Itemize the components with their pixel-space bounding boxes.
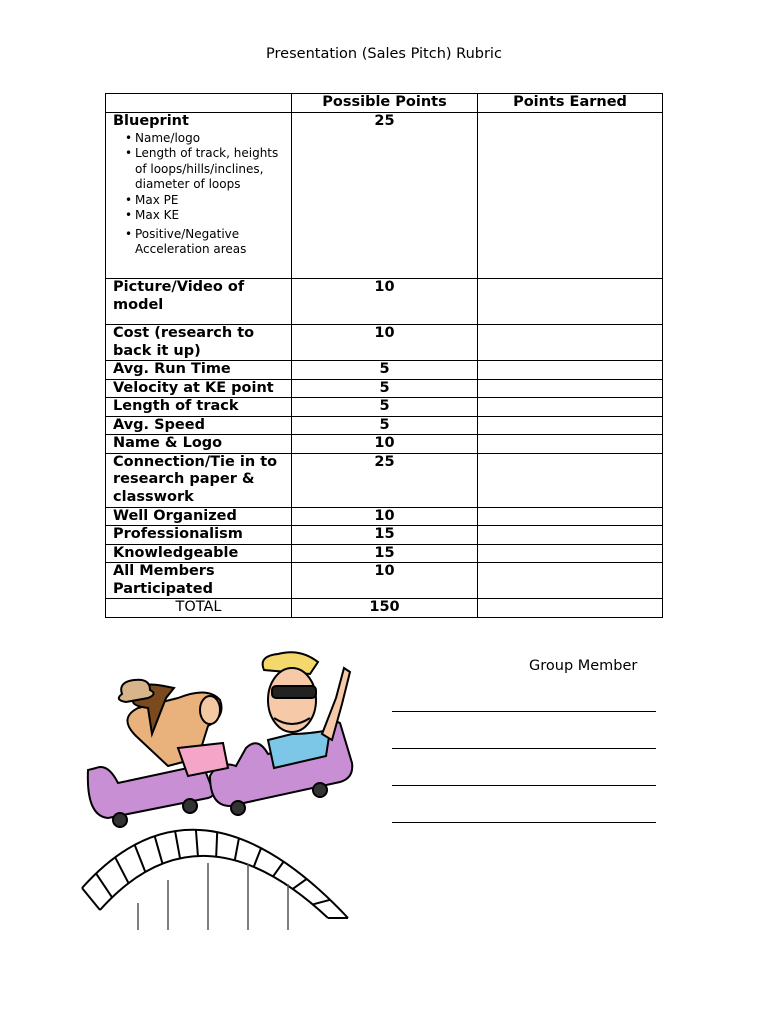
list-item: • Max PE: [125, 193, 284, 209]
table-row: [106, 435, 663, 454]
points-earned-cell[interactable]: [478, 435, 663, 454]
group-member-line[interactable]: [392, 711, 656, 712]
criterion-cell: Professionalism: [106, 526, 292, 545]
criterion-cell: [106, 113, 292, 279]
points-earned-cell[interactable]: [478, 279, 663, 325]
criterion-cell: Picture/Video of model: [106, 279, 292, 325]
group-member-line[interactable]: [392, 785, 656, 786]
possible-points-cell: 10: [292, 563, 478, 599]
possible-points-cell: 15: [292, 526, 478, 545]
total-earned-cell[interactable]: [478, 599, 663, 618]
possible-points-cell: 5: [292, 379, 478, 398]
possible-points-cell: 10: [292, 435, 478, 454]
table-row: [106, 379, 663, 398]
points-earned-cell[interactable]: [478, 113, 663, 279]
list-item: • Max KE: [125, 208, 284, 224]
points-earned-cell[interactable]: [478, 563, 663, 599]
possible-points-cell: 25: [292, 453, 478, 507]
possible-points-cell: 15: [292, 544, 478, 563]
points-earned-cell[interactable]: [478, 325, 663, 361]
possible-points-cell: 10: [292, 507, 478, 526]
flying-hat: [119, 680, 154, 702]
table-header-row: [106, 94, 663, 113]
list-item: • Name/logo: [125, 131, 284, 147]
table-row: [106, 361, 663, 380]
total-label: TOTAL: [106, 599, 292, 618]
points-earned-cell[interactable]: [478, 361, 663, 380]
table-row: [106, 453, 663, 507]
possible-points-cell: 5: [292, 361, 478, 380]
table-row-total: [106, 599, 663, 618]
points-earned-cell[interactable]: [478, 544, 663, 563]
points-earned-cell[interactable]: [478, 453, 663, 507]
table-row-blueprint: [106, 113, 663, 279]
roller-coaster-illustration: [78, 648, 358, 930]
coaster-track: [82, 830, 348, 930]
criterion-cell: Cost (research to back it up): [106, 325, 292, 361]
list-item: • Length of track, heights of loops/hills/inclines, diameter of loops: [125, 146, 284, 193]
table-row: [106, 416, 663, 435]
points-earned-cell[interactable]: [478, 416, 663, 435]
criterion-cell: Avg. Speed: [106, 416, 292, 435]
header-criterion: [106, 94, 292, 113]
points-earned-cell[interactable]: [478, 379, 663, 398]
possible-points-cell: 25: [292, 113, 478, 279]
possible-points-cell: 10: [292, 279, 478, 325]
table-row: [106, 279, 663, 325]
table-row: [106, 544, 663, 563]
criterion-cell: All Members Participated: [106, 563, 292, 599]
criterion-label: Blueprint: [113, 113, 189, 129]
header-points-earned: Points Earned: [478, 94, 663, 113]
table-row: [106, 526, 663, 545]
group-member-title: Group Member: [529, 658, 638, 674]
table-row: [106, 325, 663, 361]
rubric-table: [105, 93, 663, 618]
table-row: [106, 563, 663, 599]
page-title: Presentation (Sales Pitch) Rubric: [266, 46, 502, 62]
criterion-cell: Velocity at KE point: [106, 379, 292, 398]
possible-points-cell: 5: [292, 416, 478, 435]
possible-points-cell: 5: [292, 398, 478, 417]
group-member-line[interactable]: [392, 748, 656, 749]
criterion-cell: Avg. Run Time: [106, 361, 292, 380]
criterion-cell: Connection/Tie in to research paper & classwork: [106, 453, 292, 507]
possible-points-cell: 10: [292, 325, 478, 361]
blueprint-subitems: [113, 131, 284, 258]
points-earned-cell[interactable]: [478, 526, 663, 545]
criterion-cell: Well Organized: [106, 507, 292, 526]
criterion-cell: Name & Logo: [106, 435, 292, 454]
criterion-cell: Knowledgeable: [106, 544, 292, 563]
points-earned-cell[interactable]: [478, 507, 663, 526]
criterion-cell: Length of track: [106, 398, 292, 417]
table-row: [106, 507, 663, 526]
table-row: [106, 398, 663, 417]
header-possible-points: Possible Points: [292, 94, 478, 113]
group-member-line[interactable]: [392, 822, 656, 823]
list-item: • Positive/Negative Acceleration areas: [125, 224, 284, 258]
total-points: 150: [292, 599, 478, 618]
points-earned-cell[interactable]: [478, 398, 663, 417]
